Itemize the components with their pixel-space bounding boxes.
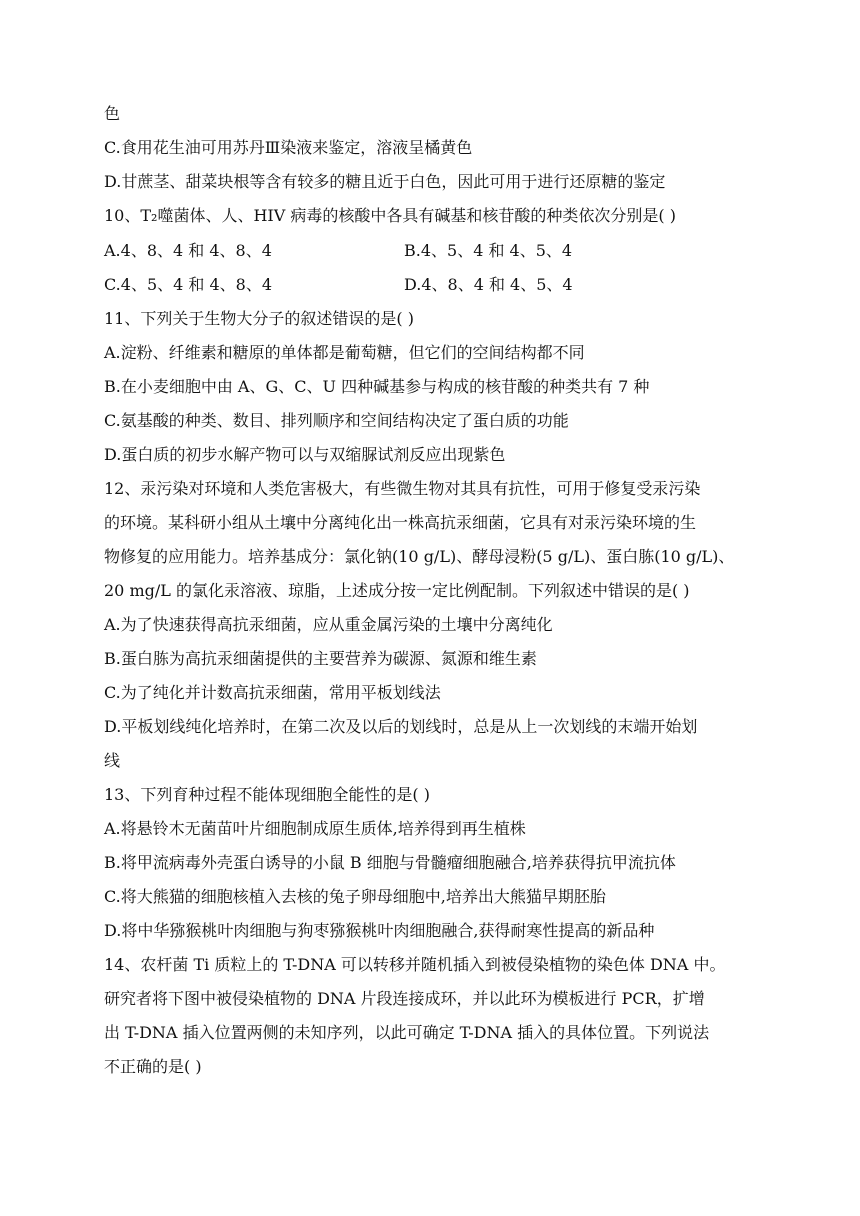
option-a-q11: A.淀粉、纤维素和糖原的单体都是葡萄糖，但它们的空间结构都不同: [104, 343, 585, 362]
option-d-q11: D.蛋白质的初步水解产物可以与双缩脲试剂反应出现紫色: [104, 445, 506, 464]
question-14-line-1: 14、农杆菌 Ti 质粒上的 T-DNA 可以转移并随机插入到被侵染植物的染色体 DNA 中。: [104, 955, 726, 974]
option-b-q13: B.将甲流病毒外壳蛋白诱导的小鼠 B 细胞与骨髓瘤细胞融合,培养获得抗甲流抗体: [104, 853, 676, 872]
option-b-q11: B.在小麦细胞中由 A、G、C、U 四种碱基参与构成的核苷酸的种类共有 7 种: [104, 377, 650, 396]
question-12-line-1: 12、汞污染对环境和人类危害极大，有些微生物对其具有抗性，可用于修复受汞污染: [104, 479, 701, 498]
option-c-q12: C.为了纯化并计数高抗汞细菌，常用平板划线法: [104, 683, 441, 702]
question-12-line-2: 的环境。某科研小组从土壤中分离纯化出一株高抗汞细菌，它具有对汞污染环境的生: [104, 513, 697, 532]
option-c-q13: C.将大熊猫的细胞核植入去核的兔子卵母细胞中,培养出大熊猫早期胚胎: [104, 887, 606, 906]
question-12-line-3: 物修复的应用能力。培养基成分：氯化钠(10 g/L)、酵母浸粉(5 g/L)、蛋白胨(10 g/L)、: [104, 547, 735, 566]
option-d-q10: D.4、8、4 和 4、5、4: [404, 275, 573, 294]
option-c-q11: C.氨基酸的种类、数目、排列顺序和空间结构决定了蛋白质的功能: [104, 411, 569, 430]
option-a-q10: A.4、8、4 和 4、8、4: [104, 241, 272, 260]
question-10: 10、T₂噬菌体、人、HIV 病毒的核酸中各具有碱基和核苷酸的种类依次分别是( ): [104, 206, 676, 225]
option-b-q12: B.蛋白胨为高抗汞细菌提供的主要营养为碳源、氮源和维生素: [104, 649, 537, 668]
question-14-line-2: 研究者将下图中被侵染植物的 DNA 片段连接成环，并以此环为模板进行 PCR，扩增: [104, 989, 705, 1008]
option-d-q12-line-1: D.平板划线纯化培养时，在第二次及以后的划线时，总是从上一次划线的末端开始划: [104, 717, 698, 736]
question-14-line-3: 出 T-DNA 插入位置两侧的未知序列，以此可确定 T-DNA 插入的具体位置。下列说法: [104, 1023, 710, 1042]
option-d-q13: D.将中华猕猴桃叶肉细胞与狗枣猕猴桃叶肉细胞融合,获得耐寒性提高的新品种: [104, 921, 655, 940]
question-13: 13、下列育种过程不能体现细胞全能性的是( ): [104, 785, 430, 804]
option-c-q10: C.4、5、4 和 4、8、4: [104, 275, 273, 294]
option-c-q9: C.食用花生油可用苏丹Ⅲ染液来鉴定，溶液呈橘黄色: [104, 138, 473, 157]
question-14-line-4: 不正确的是( ): [104, 1057, 202, 1076]
question-12-line-4: 20 mg/L 的氯化汞溶液、琼脂，上述成分按一定比例配制。下列叙述中错误的是( ): [104, 581, 690, 600]
option-a-q12: A.为了快速获得高抗汞细菌，应从重金属污染的土壤中分离纯化: [104, 615, 553, 634]
option-a-q13: A.将悬铃木无菌苗叶片细胞制成原生质体,培养得到再生植株: [104, 819, 526, 838]
option-b-q10: B.4、5、4 和 4、5、4: [404, 241, 573, 260]
option-d-q12-line-2: 线: [104, 751, 121, 770]
question-11: 11、下列关于生物大分子的叙述错误的是( ): [104, 309, 414, 328]
option-d-q9: D.甘蔗茎、甜菜块根等含有较多的糖且近于白色，因此可用于进行还原糖的鉴定: [104, 172, 666, 191]
text-line: 色: [104, 104, 121, 123]
